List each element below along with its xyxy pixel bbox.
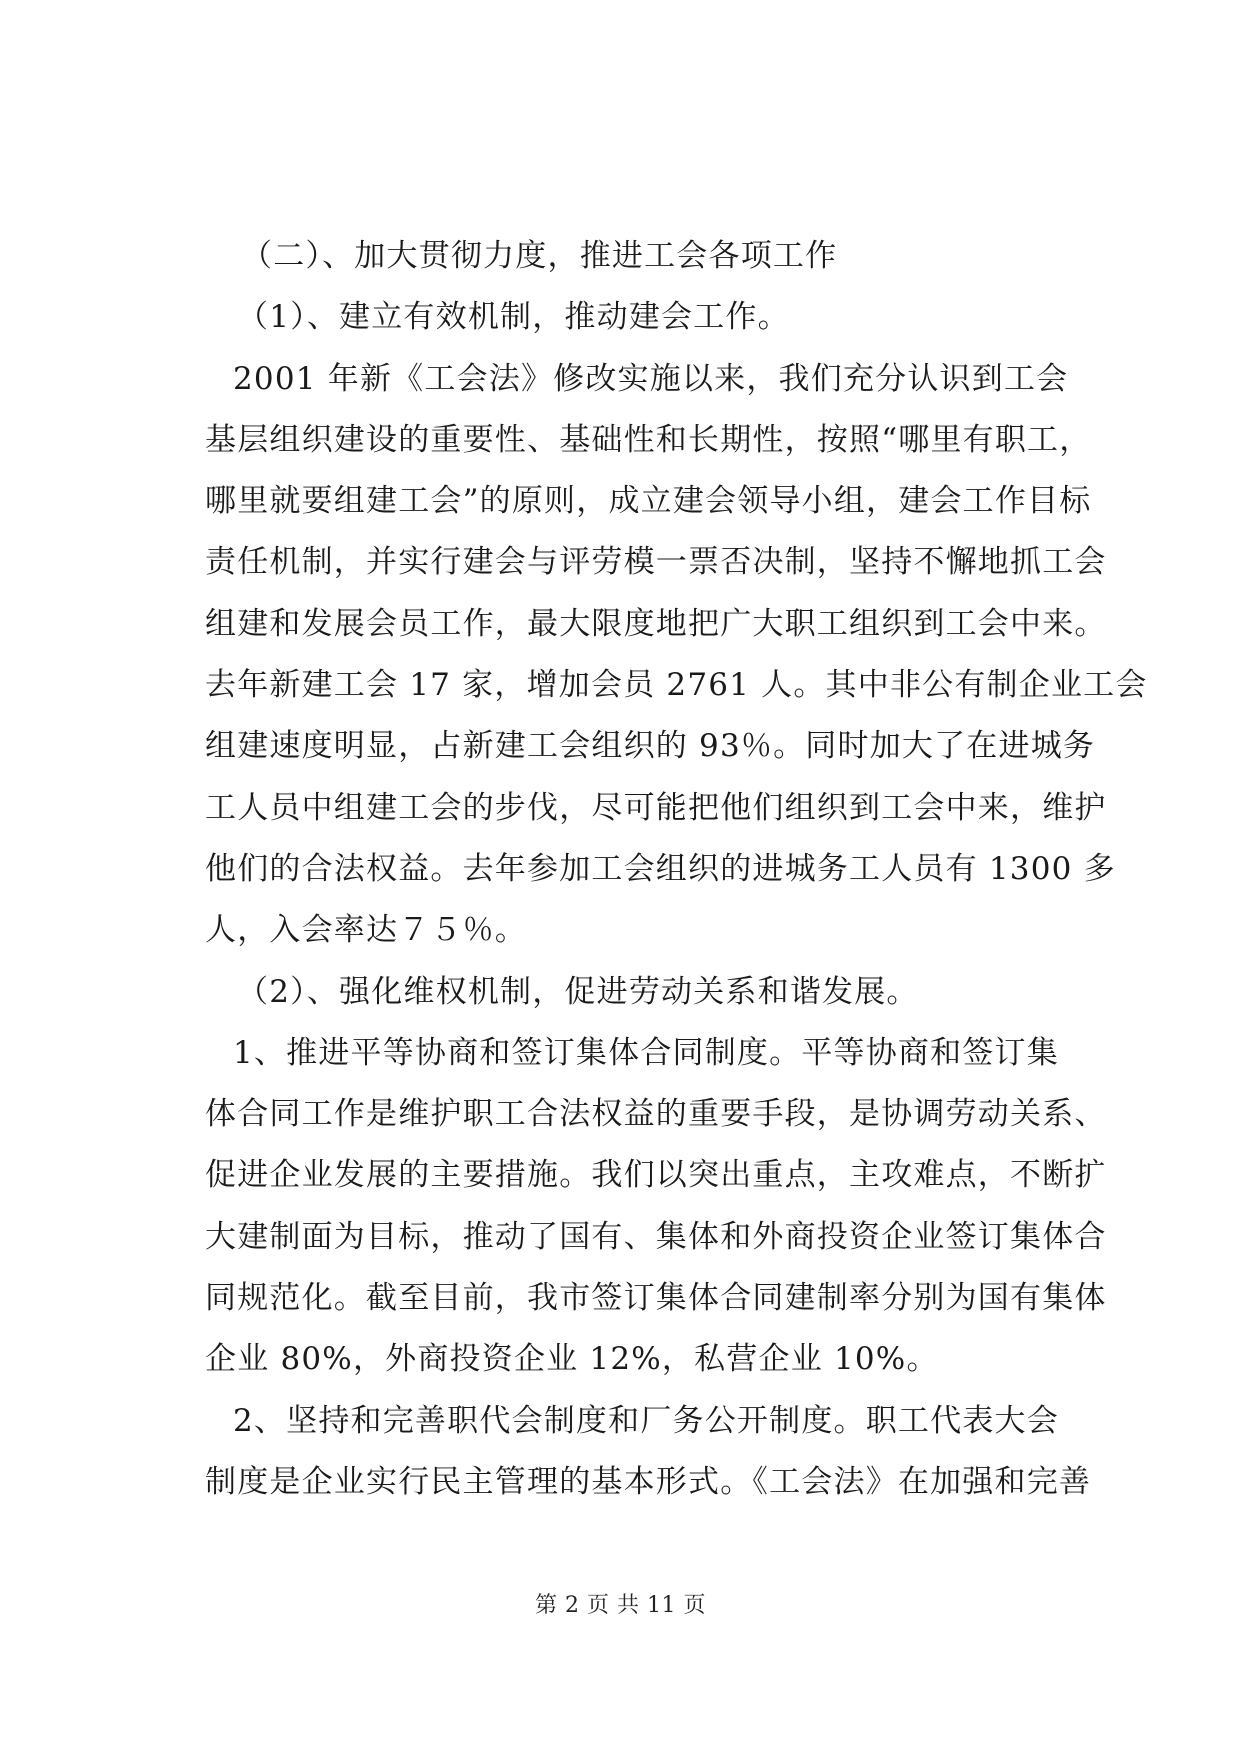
paragraph-1-line: 去年新建工会 17 家，增加会员 2761 人。其中非公有制企业工会 bbox=[205, 667, 1148, 704]
paragraph-1-line: 人，入会率达７５％。 bbox=[205, 912, 527, 949]
paragraph-1-line: 哪里就要组建工会”的原则，成立建会领导小组，建会工作目标 bbox=[205, 483, 1092, 520]
paragraph-1-line: 2001 年新《工会法》修改实施以来，我们充分认识到工会 bbox=[233, 360, 1069, 397]
paragraph-1-line: 工人员中组建工会的步伐，尽可能把他们组织到工会中来，维护 bbox=[205, 789, 1107, 826]
paragraph-1-line: 责任机制，并实行建会与评劳模一票否决制，坚持不懈地抓工会 bbox=[205, 544, 1107, 581]
page-number-footer: 第 2 页 共 11 页 bbox=[535, 1593, 706, 1618]
paragraph-2-line: 1、推进平等协商和签订集体合同制度。平等协商和签订集 bbox=[233, 1034, 1059, 1071]
paragraph-1-line: 组建速度明显，占新建工会组织的 93％。同时加大了在进城务 bbox=[205, 728, 1096, 765]
paragraph-2-line: 促进企业发展的主要措施。我们以突出重点，主攻难点，不断扩 bbox=[205, 1157, 1107, 1194]
paragraph-1-line: 基层组织建设的重要性、基础性和长期性，按照“哪里有职工， bbox=[205, 421, 1092, 458]
paragraph-1-line: 他们的合法权益。去年参加工会组织的进城务工人员有 1300 多 bbox=[205, 850, 1116, 887]
subsection-heading-2: （2）、强化维权机制，促进劳动关系和谐发展。 bbox=[237, 973, 919, 1010]
section-heading: （二）、加大贯彻力度，推进工会各项工作 bbox=[241, 238, 838, 274]
paragraph-2-line: 大建制面为目标，推动了国有、集体和外商投资企业签订集体合 bbox=[205, 1218, 1107, 1255]
paragraph-2-line: 同规范化。截至目前，我市签订集体合同建制率分别为国有集体 bbox=[205, 1280, 1107, 1317]
paragraph-2-line: 企业 80%，外商投资企业 12%，私营企业 10%。 bbox=[205, 1341, 939, 1378]
subsection-heading-1: （1）、建立有效机制，推动建会工作。 bbox=[237, 299, 790, 336]
paragraph-2-line: 体合同工作是维护职工合法权益的重要手段，是协调劳动关系、 bbox=[205, 1096, 1107, 1133]
paragraph-3-line: 2、坚持和完善职代会制度和厂务公开制度。职工代表大会 bbox=[233, 1402, 1059, 1439]
paragraph-3-line: 制度是企业实行民主管理的基本形式。《工会法》在加强和完善 bbox=[205, 1463, 1092, 1500]
paragraph-1-line: 组建和发展会员工作，最大限度地把广大职工组织到工会中来。 bbox=[205, 605, 1107, 642]
document-body bbox=[205, 226, 1148, 1513]
